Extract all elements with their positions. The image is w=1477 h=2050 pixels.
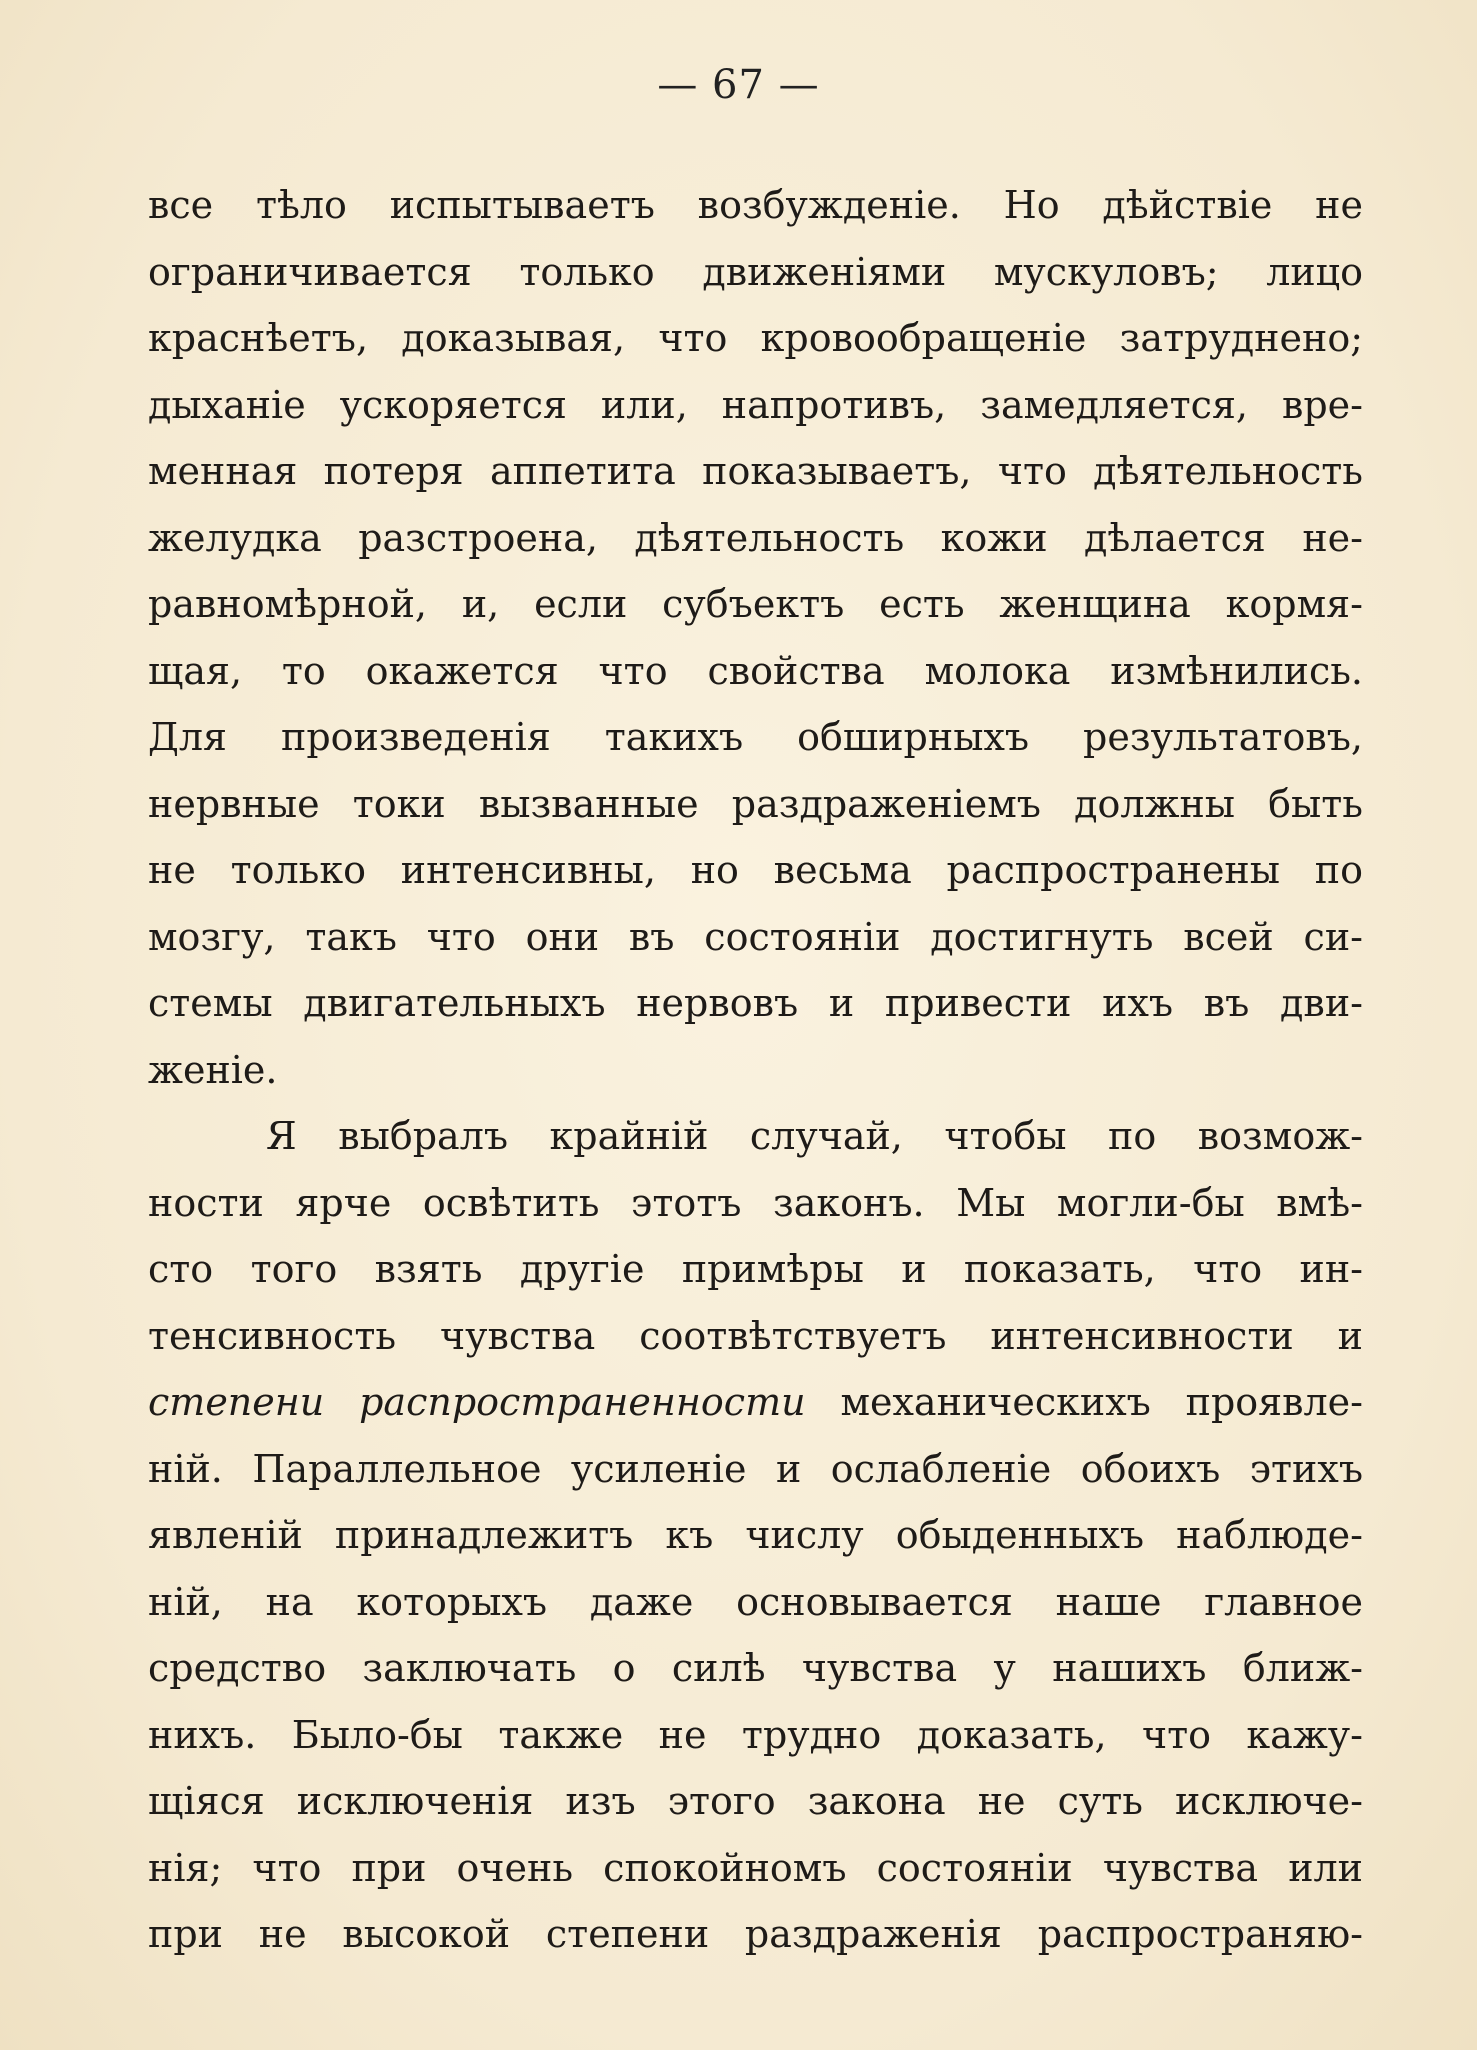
text-line: щіяся исключенія изъ этого закона не суть исключе-	[148, 1779, 1363, 1823]
italic-phrase: степени распространенности	[148, 1380, 806, 1424]
text-line: все тѣло испытываетъ возбужденіе. Но дѣйствіе не	[148, 183, 1363, 227]
text-line: равномѣрной, и, если субъектъ есть женщина кормя-	[148, 582, 1363, 626]
text-line: не только интенсивны, но весьма распространены по	[148, 848, 1363, 892]
text-line: желудка разстроена, дѣятельность кожи дѣлается не-	[148, 515, 1363, 560]
text-line: нія; что при очень спокойномъ состояніи чувства или	[148, 1845, 1363, 1890]
text-line: при не высокой степени раздраженія распространяю-	[148, 1912, 1363, 1956]
text-line: ности ярче освѣтить этотъ законъ. Мы могли-бы вмѣ-	[148, 1180, 1363, 1225]
text-line: ній, на которыхъ даже основывается наше главное	[148, 1579, 1363, 1624]
text-line: явленій принадлежитъ къ числу обыденныхъ наблюде-	[148, 1513, 1363, 1557]
text-line-with-italic	[148, 1369, 1363, 1436]
text-line: менная потеря аппетита показываетъ, что дѣятельность	[148, 449, 1363, 493]
text-line: мозгу, такъ что они въ состояніи достигнуть всей си-	[148, 914, 1363, 959]
body-text	[148, 172, 1363, 1968]
paragraph-first-line: Я выбралъ крайній случай, чтобы по возмож-	[266, 1114, 1363, 1158]
text-line: нервные токи вызванные раздраженіемъ должны быть	[148, 781, 1363, 826]
text-line: сто того взять другіе примѣры и показать, что ин-	[148, 1247, 1363, 1291]
text-line: щая, то окажется что свойства молока измѣнились.	[148, 648, 1363, 693]
text-line: дыханіе ускоряется или, напротивъ, замедляется, вре-	[148, 382, 1363, 427]
text-line: краснѣетъ, доказывая, что кровообращеніе затруднено;	[148, 316, 1363, 360]
text-line: тенсивность чувства соотвѣтствуетъ интенсивности и	[148, 1313, 1363, 1358]
text-line: нихъ. Было-бы также не трудно доказать, что кажу-	[148, 1712, 1363, 1757]
text-line: средство заключать о силѣ чувства у нашихъ ближ-	[148, 1646, 1363, 1690]
text-line: ограничивается только движеніями мускуловъ; лицо	[148, 249, 1363, 294]
page-number: — 67 —	[657, 62, 820, 108]
text-line-rest: механическихъ проявле-	[840, 1380, 1363, 1424]
text-line: стемы двигательныхъ нервовъ и привести ихъ въ дви-	[148, 981, 1363, 1025]
text-line: Для произведенія такихъ обширныхъ результатовъ,	[148, 715, 1363, 759]
text-line: женіе.	[148, 1047, 278, 1092]
text-line: ній. Параллельное усиленіе и ослабленіе обоихъ этихъ	[148, 1446, 1363, 1491]
